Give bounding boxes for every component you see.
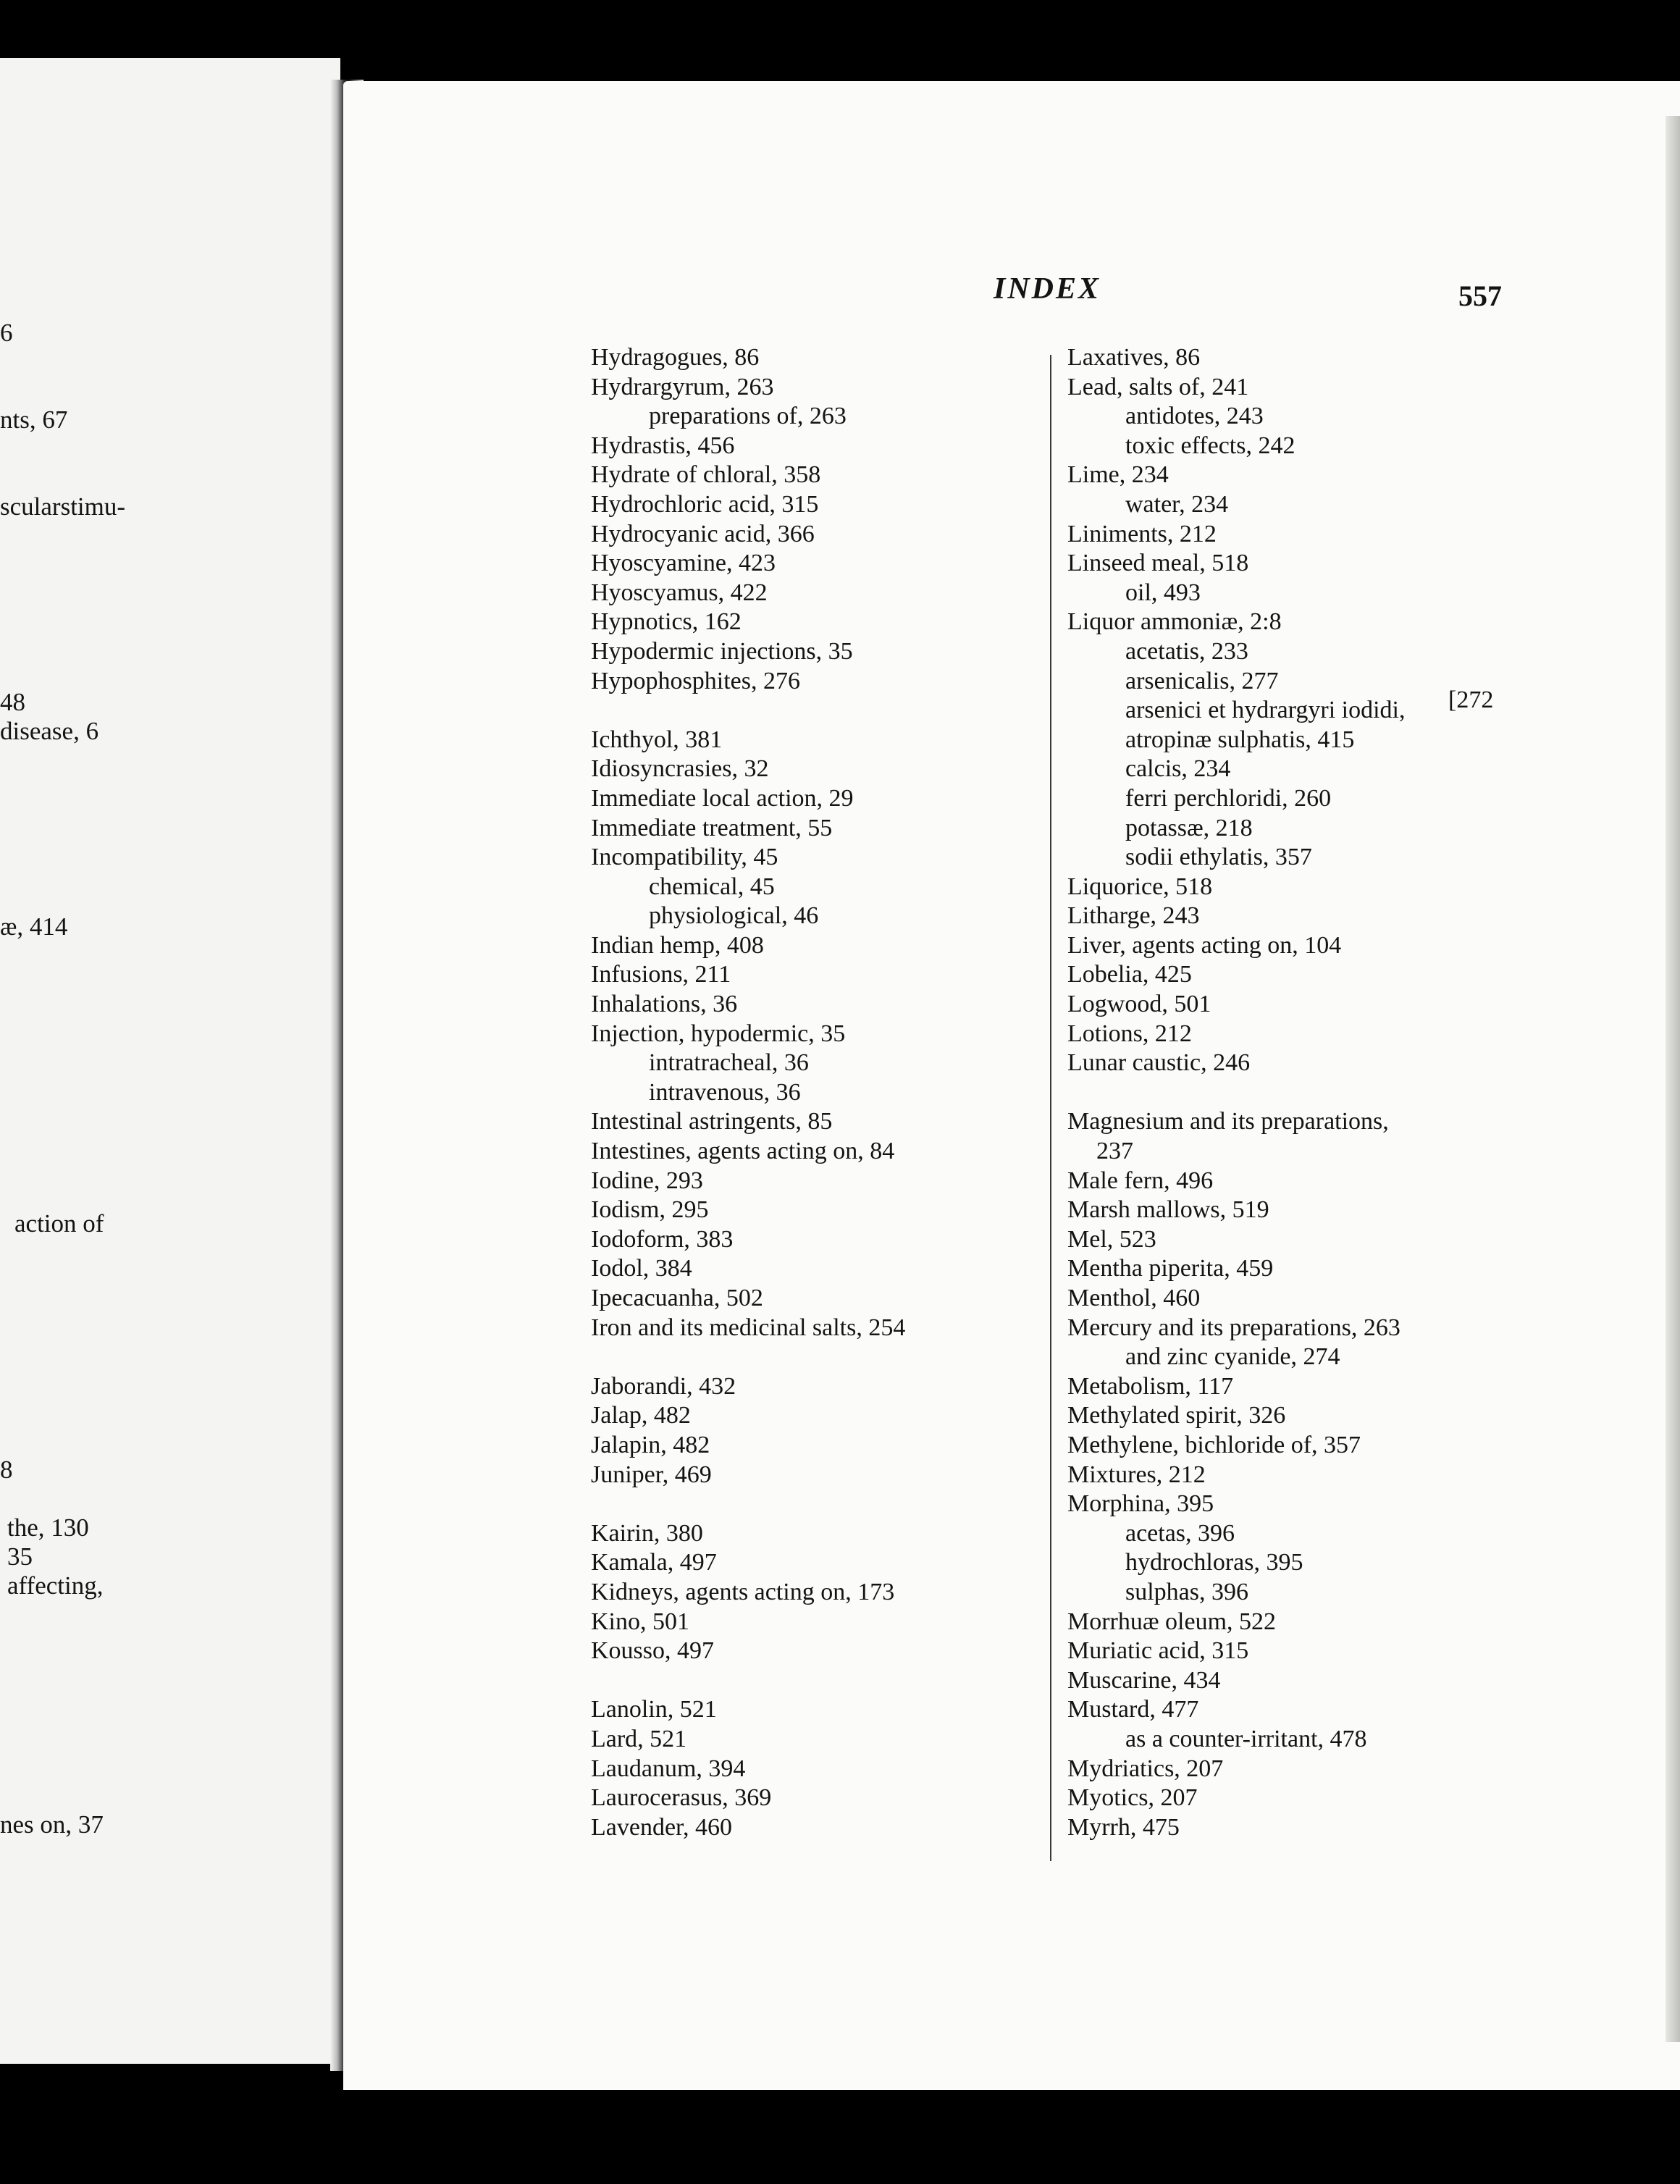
left-fragment: disease, 6	[0, 717, 99, 745]
index-entry: Kidneys, agents acting on, 173	[591, 1578, 895, 1605]
index-subentry: arsenici et hydrargyri iodidi,	[1125, 697, 1406, 724]
index-gap	[591, 1666, 1025, 1696]
index-entry: Mixtures, 212	[1067, 1461, 1206, 1488]
index-entry: Lotions, 212	[1067, 1020, 1192, 1047]
index-subentry: arsenicalis, 277	[1125, 667, 1279, 694]
index-entry: Myotics, 207	[1067, 1784, 1198, 1812]
index-entry: Laurocerasus, 369	[591, 1784, 772, 1812]
index-entry: Immediate local action, 29	[591, 784, 854, 812]
index-entry: Lard, 521	[591, 1725, 687, 1752]
index-entry: Lobelia, 425	[1067, 961, 1192, 988]
index-subentry: acetas, 396	[1125, 1519, 1235, 1547]
previous-page-fragment	[0, 58, 340, 2064]
index-entry: Liquorice, 518	[1067, 873, 1213, 900]
index-entry: Muscarine, 434	[1067, 1666, 1221, 1694]
left-fragment: scularstimu-	[0, 492, 126, 521]
index-entry: Iodoform, 383	[591, 1225, 734, 1253]
index-entry: Infusions, 211	[591, 961, 731, 988]
index-entry: Hyoscyamine, 423	[591, 550, 776, 577]
index-entry: Male fern, 496	[1067, 1167, 1214, 1194]
index-entry: Hydrargyrum, 263	[591, 373, 774, 400]
index-entry: Immediate treatment, 55	[591, 814, 833, 841]
index-subentry: ferri perchloridi, 260	[1125, 784, 1332, 812]
left-fragment: 35	[7, 1542, 33, 1571]
index-entry: Injection, hypodermic, 35	[591, 1020, 846, 1047]
index-entry: Methylated spirit, 326	[1067, 1402, 1286, 1429]
index-entry: Metabolism, 117	[1067, 1372, 1234, 1400]
left-fragment: affecting,	[7, 1571, 104, 1600]
left-fragment: nts, 67	[0, 406, 68, 434]
index-entry: Idiosyncrasies, 32	[591, 755, 769, 783]
index-entry: Methylene, bichloride of, 357	[1067, 1431, 1361, 1458]
index-entry: Jalap, 482	[591, 1402, 691, 1429]
index-gap	[591, 1490, 1025, 1519]
index-entry: Morphina, 395	[1067, 1490, 1214, 1518]
index-entry: Laxatives, 86	[1067, 344, 1201, 371]
index-entry: Marsh mallows, 519	[1067, 1196, 1269, 1224]
index-entry: Ipecacuanha, 502	[591, 1285, 763, 1311]
index-entry: Laudanum, 394	[591, 1755, 746, 1782]
index-entry: Intestines, agents acting on, 84	[591, 1138, 895, 1165]
index-entry: Muriatic acid, 315	[1067, 1637, 1249, 1665]
index-entry: Hydrastis, 456	[591, 432, 735, 459]
left-fragment: 8	[0, 1456, 13, 1484]
index-entry: Iodine, 293	[591, 1167, 703, 1194]
index-entry: Kousso, 497	[591, 1637, 715, 1665]
index-entry: Hydrate of chloral, 358	[591, 461, 821, 489]
index-entry: Myrrh, 475	[1067, 1813, 1180, 1841]
index-entry: Lavender, 460	[591, 1813, 733, 1841]
index-entry: Juniper, 469	[591, 1461, 712, 1488]
index-entry: Mel, 523	[1067, 1225, 1156, 1253]
index-entry: Lime, 234	[1067, 461, 1169, 489]
index-subentry: calcis, 234	[1125, 755, 1231, 783]
index-subentry: 237	[1096, 1138, 1133, 1165]
left-fragment: the, 130	[7, 1513, 89, 1542]
index-entry: Magnesium and its preparations,	[1067, 1108, 1389, 1135]
left-fragment: æ, 414	[0, 912, 68, 941]
index-entry: Morrhuæ oleum, 522	[1067, 1608, 1277, 1635]
index-entry: Logwood, 501	[1067, 991, 1211, 1018]
index-subentry: chemical, 45	[649, 873, 775, 900]
index-entry: Mustard, 477	[1067, 1696, 1199, 1723]
index-entry: Linseed meal, 518	[1067, 550, 1249, 577]
index-entry: Hypnotics, 162	[591, 608, 742, 636]
index-subentry: atropinæ sulphatis, 415	[1125, 726, 1355, 753]
index-entry: Mydriatics, 207	[1067, 1755, 1224, 1782]
index-subentry: as a counter-irritant, 478	[1125, 1725, 1367, 1752]
index-subentry: water, 234	[1125, 490, 1229, 518]
index-entry: Iodol, 384	[591, 1255, 692, 1282]
index-entry: Liquor ammoniæ, 2:8	[1067, 608, 1282, 636]
index-entry: Intestinal astringents, 85	[591, 1108, 833, 1135]
index-entry: Lanolin, 521	[591, 1696, 717, 1723]
index-entry: Lead, salts of, 241	[1067, 373, 1249, 400]
index-subentry: acetatis, 233	[1125, 637, 1248, 665]
index-subentry: potassæ, 218	[1125, 814, 1253, 841]
left-fragment: action of	[14, 1209, 104, 1238]
left-fragment: nes on, 37	[0, 1810, 104, 1839]
index-entry: Incompatibility, 45	[591, 844, 778, 871]
index-gap	[591, 1343, 1025, 1372]
index-column-left	[591, 343, 1025, 1842]
index-entry: Hydragogues, 86	[591, 344, 760, 371]
index-entry: Hyoscyamus, 422	[591, 579, 768, 606]
index-subentry: physiological, 46	[649, 902, 819, 930]
index-subentry: intratracheal, 36	[649, 1049, 809, 1077]
index-entry: Kairin, 380	[591, 1519, 703, 1547]
index-entry: Inhalations, 36	[591, 991, 738, 1018]
index-subentry: preparations of, 263	[649, 403, 847, 430]
index-subentry: and zinc cyanide, 274	[1125, 1343, 1340, 1371]
index-entry: Litharge, 243	[1067, 902, 1200, 930]
index-entry: Iodism, 295	[591, 1196, 709, 1224]
left-fragment: 6	[0, 319, 13, 347]
index-subentry: antidotes, 243	[1125, 403, 1264, 430]
index-entry: Hypophosphites, 276	[591, 667, 800, 694]
page-title: INDEX	[994, 272, 1101, 306]
index-entry: Lunar caustic, 246	[1067, 1049, 1251, 1077]
index-column-right	[1067, 343, 1516, 1842]
column-divider	[1050, 355, 1051, 1861]
index-entry: Liver, agents acting on, 104	[1067, 931, 1342, 959]
index-entry: Menthol, 460	[1067, 1285, 1201, 1311]
index-subentry: sulphas, 396	[1125, 1578, 1248, 1605]
left-fragment: 48	[0, 688, 25, 716]
index-entry: Jaborandi, 432	[591, 1372, 736, 1400]
index-entry: Mentha piperita, 459	[1067, 1255, 1274, 1282]
index-entry: Kamala, 497	[591, 1549, 717, 1576]
index-entry: Hydrocyanic acid, 366	[591, 520, 815, 547]
page-edge	[1666, 116, 1680, 2042]
index-entry: Ichthyol, 381	[591, 726, 723, 753]
margin-note: [272	[1448, 686, 1494, 713]
index-entry: Iron and its medicinal salts, 254	[591, 1314, 906, 1341]
index-subentry: intravenous, 36	[649, 1078, 801, 1106]
index-entry: Liniments, 212	[1067, 520, 1217, 547]
page-number: 557	[1458, 280, 1502, 312]
index-gap	[1067, 1078, 1516, 1108]
index-entry: Indian hemp, 408	[591, 931, 764, 959]
index-subentry: sodii ethylatis, 357	[1125, 844, 1312, 871]
index-entry: Hypodermic injections, 35	[591, 637, 853, 665]
index-subentry: oil, 493	[1125, 579, 1201, 606]
index-subentry: hydrochloras, 395	[1125, 1549, 1303, 1576]
index-entry: Jalapin, 482	[591, 1431, 710, 1458]
index-entry: Hydrochloric acid, 315	[591, 490, 819, 518]
index-subentry: toxic effects, 242	[1125, 432, 1295, 459]
index-entry: Mercury and its preparations, 263	[1067, 1314, 1400, 1341]
index-entry: Kino, 501	[591, 1608, 689, 1635]
index-gap	[591, 696, 1025, 726]
